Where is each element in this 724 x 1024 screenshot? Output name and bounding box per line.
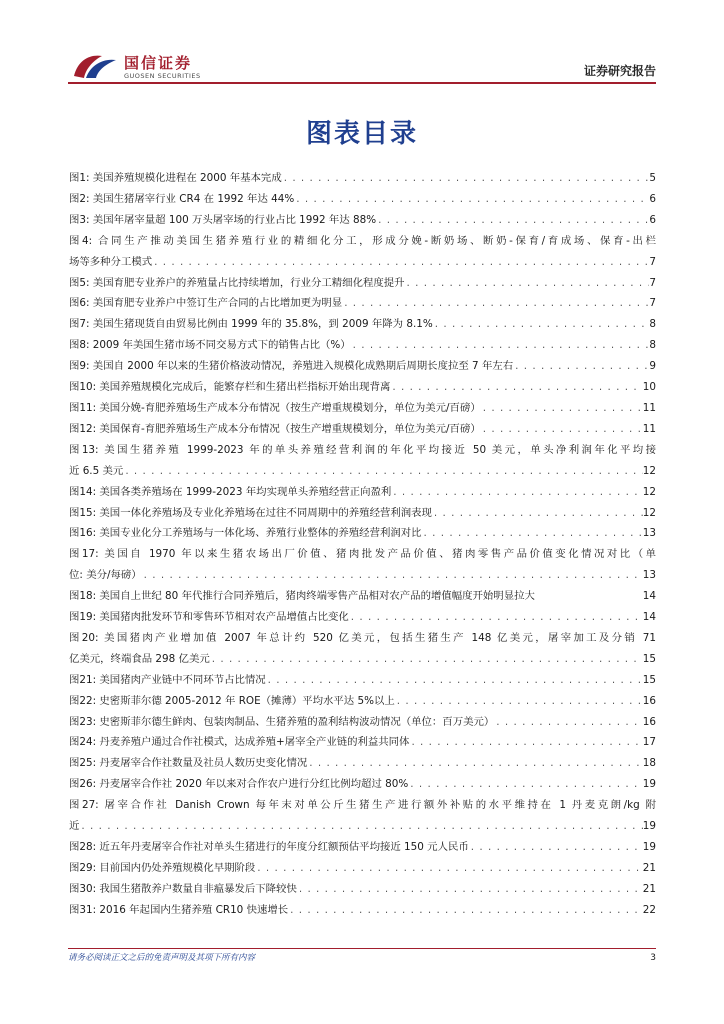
guosen-logo bbox=[72, 50, 202, 84]
footer-divider bbox=[68, 948, 656, 949]
disclaimer-text: 请务必阅读正文之后的免责声明及其项下所有内容 bbox=[68, 953, 256, 963]
toc-leader-dots bbox=[210, 649, 643, 670]
toc-leader-dots bbox=[390, 377, 642, 398]
toc-leader-dots bbox=[142, 565, 643, 586]
toc-entry-page: 11 bbox=[642, 401, 656, 414]
toc-entry[interactable] bbox=[69, 398, 656, 419]
toc-entry-label: 图2: 美国生猪屠宰行业 CR4 在 1992 年达 44% bbox=[69, 192, 295, 205]
logo-text-cn: 国信证券 bbox=[124, 54, 193, 72]
toc-leader-dots bbox=[513, 356, 649, 377]
toc-leader-dots bbox=[255, 858, 642, 879]
toc-entry-label: 图6: 美国育肥专业养户中签订生产合同的占比增加更为明显 bbox=[69, 297, 343, 310]
toc-entry-label: 图12: 美国保育-育肥养殖场生产成本分布情况（按生产增重规模划分，单位为美元/百磅） bbox=[69, 422, 481, 435]
toc-entry[interactable] bbox=[69, 858, 656, 879]
toc-leader-dots bbox=[422, 523, 643, 544]
toc-leader-dots bbox=[408, 774, 643, 795]
toc-entry-page: 14 bbox=[642, 611, 656, 624]
toc-entry[interactable] bbox=[69, 503, 656, 524]
logo-text-en: GUOSEN SECURITIES bbox=[124, 72, 201, 80]
toc-entry-label: 图20: 美国猪肉产业增加值 2007 年总计约 520 亿美元，包括生猪生产 148 亿美元，屠宰加工及分销 71 bbox=[69, 631, 656, 644]
toc-entry[interactable] bbox=[69, 628, 656, 670]
toc-entry-page: 6 bbox=[649, 192, 656, 205]
toc-entry[interactable] bbox=[69, 293, 656, 314]
toc-leader-dots bbox=[79, 816, 642, 837]
toc-leader-dots bbox=[395, 691, 643, 712]
toc-entry-label: 图21: 美国猪肉产业链中不同环节占比情况 bbox=[69, 673, 266, 686]
toc-entry-page: 22 bbox=[642, 903, 656, 916]
toc-entry-label: 图4: 合同生产推动美国生猪养殖行业的精细化分工，形成分娩-断奶场、断奶-保育/育成场、保育-出栏 bbox=[69, 234, 656, 247]
toc-entry[interactable] bbox=[69, 168, 656, 189]
toc-entry[interactable] bbox=[69, 273, 656, 294]
toc-leader-dots bbox=[481, 398, 643, 419]
toc-entry-label: 图28: 近五年丹麦屠宰合作社对单头生猪进行的年度分红额预估平均接近 150 元人民币 bbox=[69, 841, 469, 853]
toc-entry[interactable] bbox=[69, 879, 656, 900]
toc-entry-page: 15 bbox=[642, 652, 656, 665]
toc-leader-dots bbox=[409, 732, 642, 753]
toc-entry-continuation bbox=[69, 252, 656, 273]
toc-entry[interactable] bbox=[69, 753, 656, 774]
toc-entry-page: 12 bbox=[642, 506, 656, 519]
toc-entry-label: 图29: 目前国内仍处养殖规模化早期阶段 bbox=[69, 861, 256, 874]
toc-entry-label-continued: 场等多种分工模式 bbox=[69, 255, 153, 268]
toc-entry-label: 图7: 美国生猪现货自由贸易比例由 1999 年的 35.8%，到 2009 年降为 8.1% bbox=[69, 318, 433, 331]
toc-entry[interactable] bbox=[69, 482, 656, 503]
toc-entry-page: 15 bbox=[642, 673, 656, 686]
toc-entry-label-continued: 近 bbox=[69, 820, 80, 833]
toc-entry-label: 图27: 屠宰合作社 Danish Crown 每年末对单公斤生猪生产进行额外补贴的水平维持在 1 丹麦克朗/kg 附 bbox=[69, 799, 656, 812]
toc-entry-label: 图8: 2009 年美国生猪市场不同交易方式下的销售占比（%） bbox=[69, 339, 351, 352]
toc-entry-continuation bbox=[69, 565, 656, 586]
toc-leader-dots bbox=[294, 189, 649, 210]
page-title: 图表目录 bbox=[305, 119, 418, 149]
toc-leader-dots bbox=[481, 419, 643, 440]
toc-entry-label: 图9: 美国自 2000 年以来的生猪价格波动情况，养殖进入规模化成熟期后周期长度拉至 7 年左右 bbox=[69, 360, 514, 373]
toc-leader-dots bbox=[391, 482, 643, 503]
toc-entry-page: 13 bbox=[642, 527, 656, 540]
toc-entry[interactable] bbox=[69, 523, 656, 544]
toc-entry[interactable] bbox=[69, 691, 656, 712]
toc-entry-page: 19 bbox=[642, 841, 656, 853]
toc-entry-page: 5 bbox=[649, 172, 656, 184]
toc-entry-page: 7 bbox=[649, 255, 656, 268]
page-number: 3 bbox=[650, 953, 656, 963]
toc-entry-label: 图11: 美国分娩-育肥养殖场生产成本分布情况（按生产增重规模划分，单位为美元/百磅） bbox=[69, 401, 481, 414]
toc-leader-dots bbox=[349, 607, 643, 628]
toc-entry-page: 10 bbox=[642, 381, 656, 394]
toc-leader-dots bbox=[297, 879, 643, 900]
header-divider bbox=[68, 82, 656, 84]
toc-entry[interactable] bbox=[69, 189, 656, 210]
toc-entry-page: 16 bbox=[642, 694, 656, 707]
toc-entry[interactable] bbox=[69, 356, 656, 377]
toc-entry[interactable] bbox=[69, 210, 656, 231]
toc-entry-label-continued: 位: 美分/每磅） bbox=[69, 569, 142, 582]
page-header bbox=[0, 0, 724, 90]
toc-leader-dots bbox=[123, 461, 642, 482]
toc-entry-label: 图5: 美国育肥专业养户的养殖量占比持续增加，行业分工精细化程度提升 bbox=[69, 276, 405, 289]
toc-entry[interactable] bbox=[69, 335, 656, 356]
table-of-figures bbox=[69, 168, 656, 921]
toc-entry-label: 图22: 史密斯菲尔德 2005-2012 年 ROE（摊薄）平均水平达 5%以上 bbox=[69, 694, 395, 707]
toc-entry-page: 14 bbox=[642, 590, 656, 603]
toc-entry-page: 19 bbox=[642, 778, 656, 791]
toc-entry[interactable] bbox=[69, 732, 656, 753]
toc-entry-page: 13 bbox=[642, 569, 656, 582]
toc-entry[interactable] bbox=[69, 314, 656, 335]
toc-entry-page: 16 bbox=[642, 715, 656, 728]
toc-entry-page: 19 bbox=[642, 820, 656, 833]
toc-entry-label: 图1: 美国养殖规模化进程在 2000 年基本完成 bbox=[69, 172, 282, 184]
toc-entry-label: 图18: 美国自上世纪 80 年代推行合同养殖后，猪肉终端零售产品相对农产品的增值幅度开始明显拉大 bbox=[69, 590, 535, 603]
toc-entry-page: 11 bbox=[642, 422, 656, 435]
toc-entry-label: 图19: 美国猪肉批发环节和零售环节相对农产品增值占比变化 bbox=[69, 611, 349, 624]
toc-entry-label: 图17: 美国自 1970 年以来生猪农场出厂价值、猪肉批发产品价值、猪肉零售产品价值变化情况对比（单 bbox=[69, 548, 656, 561]
toc-entry-continuation bbox=[69, 816, 656, 837]
toc-entry-label: 图10: 美国养殖规模化完成后，能繁存栏和生猪出栏指标开始出现背离 bbox=[69, 381, 391, 394]
toc-entry[interactable] bbox=[69, 670, 656, 691]
toc-entry-label: 图14: 美国各类养殖场在 1999-2023 年均实现单头养殖经营正向盈利 bbox=[69, 485, 392, 498]
toc-entry-page: 12 bbox=[642, 464, 656, 477]
toc-entry-label: 图13: 美国生猪养殖 1999-2023 年的单头养殖经营利润的年化平均接近 50 美元，单头净利润年化平均接 bbox=[69, 443, 656, 456]
toc-leader-dots bbox=[494, 712, 643, 733]
toc-entry[interactable] bbox=[69, 419, 656, 440]
report-type-label: 证券研究报告 bbox=[583, 64, 656, 78]
toc-leader-dots bbox=[351, 335, 650, 356]
toc-entry-label: 图25: 丹麦屠宰合作社数量及社员人数历史变化情况 bbox=[69, 757, 308, 770]
toc-entry-label: 图30: 我国生猪散养户数量自非瘟暴发后下降较快 bbox=[69, 882, 297, 895]
toc-entry-page: 21 bbox=[642, 882, 656, 895]
toc-entry-page: 18 bbox=[642, 757, 656, 770]
toc-leader-dots bbox=[266, 670, 643, 691]
toc-entry-label: 图16: 美国专业化分工养殖场与一体化场、养殖行业整体的养殖经营利润对比 bbox=[69, 527, 422, 540]
toc-entry-label: 图26: 丹麦屠宰合作社 2020 年以来对合作农户进行分红比例均超过 80% bbox=[69, 778, 409, 791]
toc-entry-label: 图15: 美国一体化养殖场及专业化养殖场在过往不同周期中的养殖经营利润表现 bbox=[69, 506, 432, 519]
toc-entry[interactable] bbox=[69, 544, 656, 586]
toc-leader-dots bbox=[432, 503, 643, 524]
toc-entry-page: 17 bbox=[642, 736, 656, 749]
toc-entry[interactable] bbox=[69, 586, 656, 607]
toc-leader-dots bbox=[152, 252, 649, 273]
toc-leader-dots bbox=[376, 210, 649, 231]
toc-entry-label: 图31: 2016 年起国内生猪养殖 CR10 快速增长 bbox=[69, 903, 289, 916]
toc-leader-dots bbox=[282, 168, 650, 189]
toc-leader-dots bbox=[433, 314, 650, 335]
toc-entry[interactable] bbox=[69, 795, 656, 837]
toc-entry-continuation bbox=[69, 461, 656, 482]
toc-entry-label: 图23: 史密斯菲尔德生鲜肉、包装肉制品、生猪养殖的盈利结构波动情况（单位：百万美元） bbox=[69, 715, 495, 728]
guosen-logo-icon bbox=[72, 50, 120, 80]
toc-entry-page: 12 bbox=[642, 485, 656, 498]
toc-entry[interactable] bbox=[69, 900, 656, 921]
toc-entry[interactable] bbox=[69, 607, 656, 628]
toc-entry-page: 7 bbox=[649, 276, 656, 289]
toc-leader-dots bbox=[405, 273, 650, 294]
toc-entry[interactable] bbox=[69, 231, 656, 273]
toc-entry-page: 9 bbox=[649, 360, 656, 373]
toc-entry-label: 图3: 美国年屠宰量超 100 万头屠宰场的行业占比 1992 年达 88% bbox=[69, 213, 377, 226]
toc-entry-page: 6 bbox=[649, 213, 656, 226]
toc-entry-page: 7 bbox=[649, 297, 656, 310]
toc-entry[interactable] bbox=[69, 837, 656, 858]
toc-entry-label-continued: 亿美元，终端食品 298 亿美元 bbox=[69, 652, 210, 665]
toc-entry-label: 图24: 丹麦养殖户通过合作社模式，达成养殖+屠宰全产业链的利益共同体 bbox=[69, 736, 410, 749]
toc-entry[interactable] bbox=[69, 774, 656, 795]
toc-entry[interactable] bbox=[69, 712, 656, 733]
toc-leader-dots bbox=[307, 753, 643, 774]
toc-entry[interactable] bbox=[69, 377, 656, 398]
toc-entry-continuation bbox=[69, 649, 656, 670]
toc-entry-page: 8 bbox=[649, 318, 656, 331]
toc-leader-dots bbox=[288, 900, 643, 921]
toc-entry-page: 21 bbox=[642, 861, 656, 874]
toc-leader-dots bbox=[342, 293, 649, 314]
toc-entry-label-continued: 近 6.5 美元 bbox=[69, 464, 124, 477]
toc-leader-dots bbox=[469, 837, 643, 858]
toc-entry-page: 8 bbox=[649, 339, 656, 352]
toc-entry[interactable] bbox=[69, 440, 656, 482]
